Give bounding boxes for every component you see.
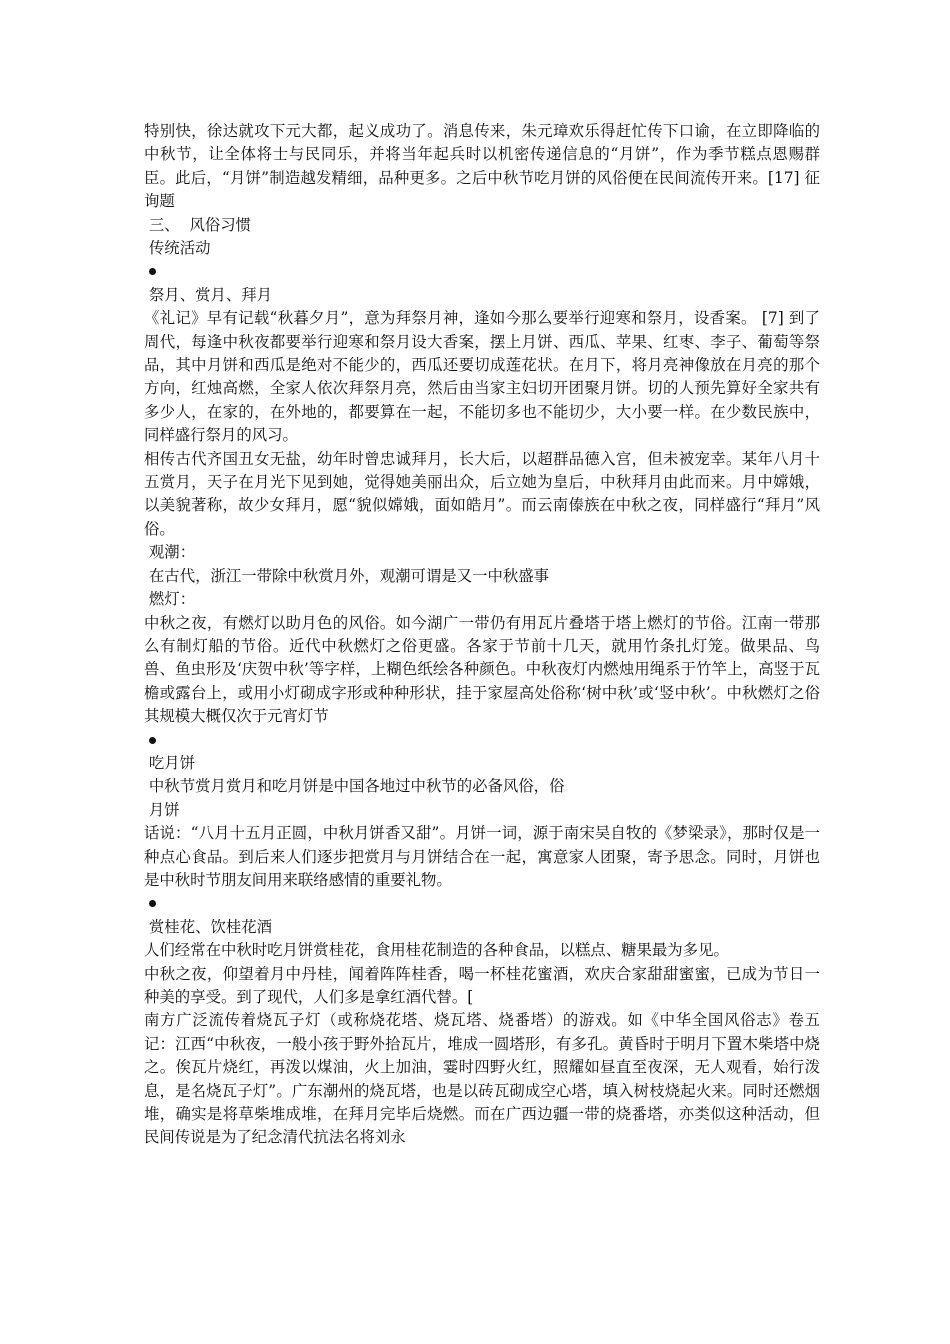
document-page bbox=[144, 120, 820, 1150]
paragraph-liji: 《礼记》早有记载“秋暮夕月”，意为拜祭月神，逢如今那么要举行迎寒和祭月，设香案。 [7] 到了周代，每逢中秋夜都要举行迎寒和祭月设大香案，摆上月饼、西瓜、苹果、红枣、李子、葡萄等祭品，其中月饼和西瓜是绝对不能少的，西瓜还要切成莲花状。在月下，将月亮神像放在月亮的那个方向，红烛高燃，全家人依次拜祭月亮，然后由当家主妇切开团聚月饼。切的人预先算好全家共有多少人，在家的，在外地的，都要算在一起，不能切多也不能切少，大小要一样。在少数民族中，同样盛行祭月的风习。 bbox=[144, 309, 820, 445]
bullet-1 bbox=[144, 260, 820, 283]
subheading-jiyue: 祭月、赏月、拜月 bbox=[144, 285, 273, 304]
bullet-3 bbox=[144, 892, 820, 915]
section-heading: 三、 风俗习惯 bbox=[144, 215, 252, 234]
subheading-guihua: 赏桂花、饮桂花酒 bbox=[144, 917, 273, 936]
paragraph-guihua-2: 中秋之夜，仰望着月中丹桂，闻着阵阵桂香，喝一杯桂花蜜酒，欢庆合家甜甜蜜蜜，已成为节日一种美的享受。到了现代，人们多是拿红酒代替。[ bbox=[144, 964, 820, 1006]
paragraph-huashuo: 话说：“八月十五月正圆，中秋月饼香又甜”。月饼一词，源于南宋吴自牧的《梦梁录》，那时仅是一种点心食品。到后来人们逐步把赏月与月饼结合在一起，寓意家人团聚，寄予思念。同时，月饼也是中秋时节朋友间用来联络感情的重要礼物。 bbox=[144, 824, 820, 889]
bullet-2 bbox=[144, 729, 820, 752]
bullet-dot-icon bbox=[149, 268, 156, 275]
subheading-randeng: 燃灯： bbox=[144, 590, 196, 609]
subheading-traditional-activities: 传统活动 bbox=[144, 239, 211, 258]
subheading-guanchao: 观潮： bbox=[144, 543, 196, 562]
paragraph-guanchao: 在古代，浙江一带除中秋赏月外，观潮可谓是又一中秋盛事 bbox=[144, 566, 550, 585]
paragraph-intro: 特别快，徐达就攻下元大都，起义成功了。消息传来，朱元璋欢乐得赶忙传下口谕，在立即降临的中秋节，让全体将士与民同乐，并将当年起兵时以机密传递信息的“月饼”，作为季节糕点恩赐群臣。此后，“月饼”制造越发精细，品种更多。之后中秋节吃月饼的风俗便在民间流传开来。[17] 征询题 bbox=[144, 122, 820, 211]
subheading-chiyuebing: 吃月饼 bbox=[144, 753, 196, 772]
bullet-dot-icon bbox=[149, 737, 156, 744]
paragraph-nanfang: 南方广泛流传着烧瓦子灯（或称烧花塔、烧瓦塔、烧番塔）的游戏。如《中华全国风俗志》卷五记：江西“中秋夜，一般小孩于野外拾瓦片，堆成一圆塔形，有多孔。黄昏时于明月下置木柴塔中烧之。俟瓦片烧红，再泼以煤油，火上加油，霎时四野火红，照耀如昼直至夜深，无人观看，始行泼息，是名烧瓦子灯”。广东潮州的烧瓦塔，也是以砖瓦砌成空心塔，填入树枝烧起火来。同时还燃烟堆，确实是将草柴堆成堆，在拜月完毕后烧燃。而在广西边疆一带的烧番塔，亦类似这种活动，但民间传说是为了纪念清代抗法名将刘永 bbox=[144, 1011, 820, 1147]
paragraph-guihua-1: 人们经常在中秋时吃月饼赏桂花，食用桂花制造的各种食品，以糕点、糖果最为多见。 bbox=[144, 941, 729, 960]
subheading-yuebing: 月饼 bbox=[144, 800, 180, 819]
paragraph-randeng: 中秋之夜，有燃灯以助月色的风俗。如今湖广一带仍有用瓦片叠塔于塔上燃灯的节俗。江南一带那么有制灯船的节俗。近代中秋燃灯之俗更盛。各家于节前十几天，就用竹条扎灯笼。做果品、鸟兽、鱼虫形及‘庆贺中秋’等字样，上糊色纸绘各种颜色。中秋夜灯内燃烛用绳系于竹竿上，高竖于瓦檐或露台上，或用小灯砌成字形或种种形状，挂于家屋高处俗称‘树中秋’或‘竖中秋’。中秋燃灯之俗其规模大概仅次于元宵灯节 bbox=[144, 613, 820, 726]
bullet-dot-icon bbox=[149, 900, 156, 907]
paragraph-chiyuebing: 中秋节赏月赏月和吃月饼是中国各地过中秋节的必备风俗，俗 bbox=[144, 777, 565, 796]
paragraph-qiguo: 相传古代齐国丑女无盐，幼年时曾忠诚拜月，长大后，以超群品德入宫，但未被宠幸。某年八月十五赏月，天子在月光下见到她，觉得她美丽出众，后立她为皇后，中秋拜月由此而来。月中嫦娥，以美貌著称，故少女拜月，愿“貌似嫦娥，面如皓月”。而云南傣族在中秋之夜，同样盛行“拜月”风俗。 bbox=[144, 449, 820, 538]
